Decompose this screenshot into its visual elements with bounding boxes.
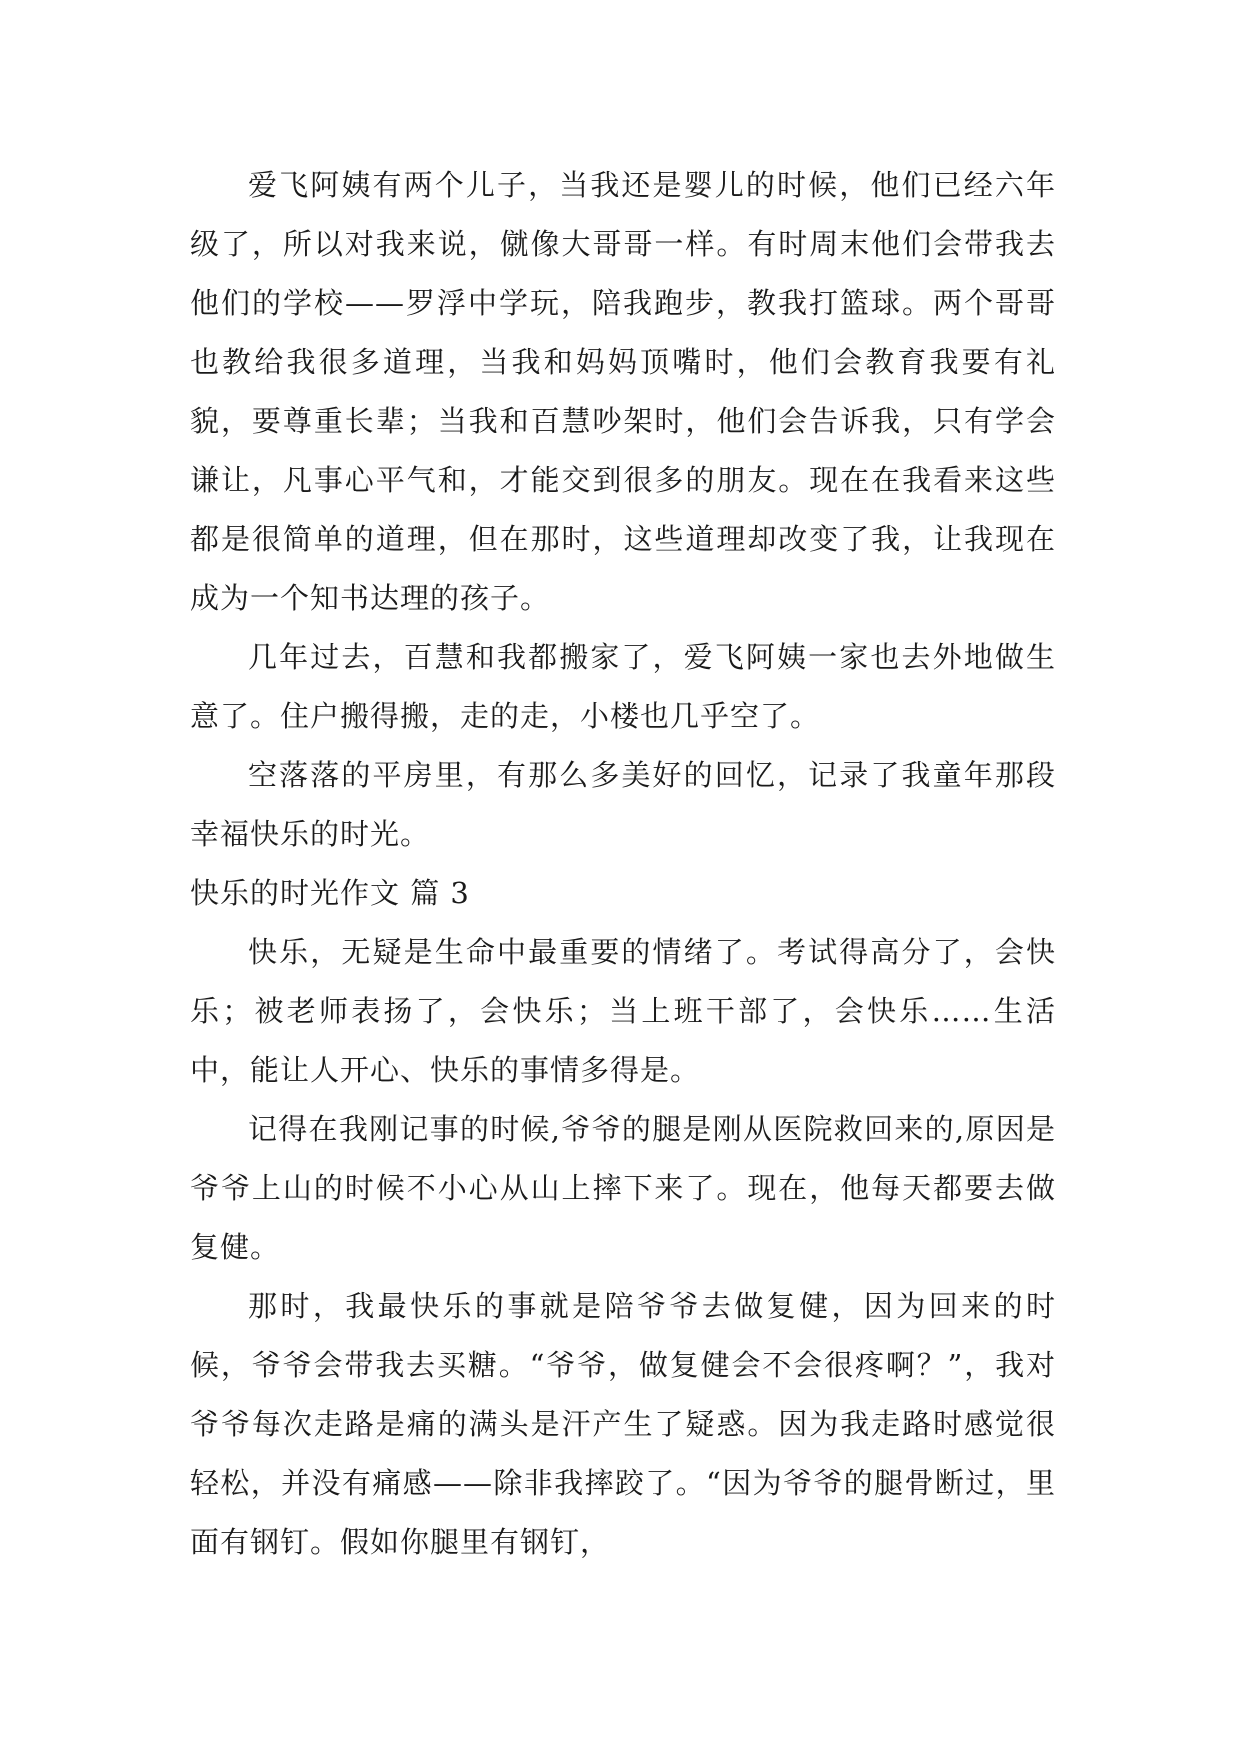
paragraph: 几年过去，百慧和我都搬家了，爱飞阿姨一家也去外地做生意了。住户搬得搬，走的走，小楼也几乎空了。 — [190, 640, 1056, 733]
paragraph: 记得在我刚记事的时候,爷爷的腿是刚从医院救回来的,原因是爷爷上山的时候不小心从山上摔下来了。现在，他每天都要去做复健。 — [190, 1112, 1056, 1264]
paragraph: 那时，我最快乐的事就是陪爷爷去做复健，因为回来的时候，爷爷会带我去买糖。“爷爷，做复健会不会很疼啊？”，我对爷爷每次走路是痛的满头是汗产生了疑惑。因为我走路时感觉很轻松，并没有痛感——除非我摔跤了。“因为爷爷的腿骨断过，里面有钢钉。假如你腿里有钢钉， — [190, 1289, 1056, 1559]
document-body — [190, 156, 1056, 1572]
paragraph: 快乐，无疑是生命中最重要的情绪了。考试得高分了，会快乐；被老师表扬了，会快乐；当上班干部了，会快乐……生活中，能让人开心、快乐的事情多得是。 — [190, 935, 1056, 1087]
section-heading: 快乐的时光作文 篇 3 — [190, 876, 470, 910]
paragraph: 爱飞阿姨有两个儿子，当我还是婴儿的时候，他们已经六年级了，所以对我来说，僦像大哥哥一样。有时周末他们会带我去他们的学校——罗浮中学玩，陪我跑步，教我打篮球。两个哥哥也教给我很多道理，当我和妈妈顶嘴时，他们会教育我要有礼貌，要尊重长辈；当我和百慧吵架时，他们会告诉我，只有学会谦让，凡事心平气和，才能交到很多的朋友。现在在我看来这些都是很简单的道理，但在那时，这些道理却改变了我，让我现在成为一个知书达理的孩子。 — [190, 168, 1056, 615]
paragraph: 空落落的平房里，有那么多美好的回忆，记录了我童年那段幸福快乐的时光。 — [190, 758, 1056, 851]
